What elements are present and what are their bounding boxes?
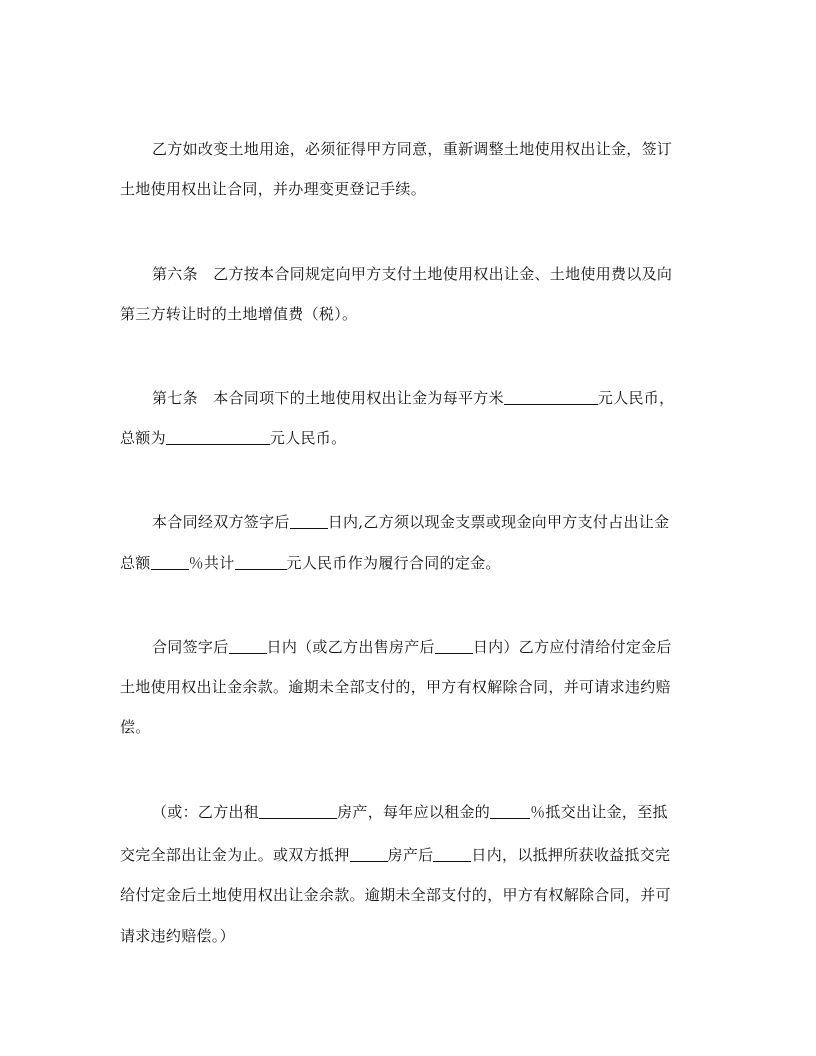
deposit-amount-blank[interactable] [235, 554, 287, 570]
text-segment: ％共计 [188, 554, 235, 572]
text-segment: 日内,乙方须以现金支票或现金向甲方支付占出让金 [327, 513, 670, 531]
paragraph-line [120, 637, 672, 657]
paragraph-line [120, 512, 669, 532]
paragraph-line: 乙方如改变土地用途，必须征得甲方同意，重新调整土地使用权出让金，签订 [152, 140, 673, 158]
text-segment: 合同签字后 [152, 638, 229, 656]
paragraph-line: 第三方转让时的土地增值费（税）。 [120, 305, 358, 323]
deposit-percent-blank[interactable] [151, 554, 189, 570]
text-segment: 总额为 [120, 429, 166, 447]
paragraph-line [120, 553, 501, 573]
mortgage-days-blank[interactable] [433, 846, 471, 862]
paragraph-line [120, 845, 670, 865]
paragraph-line: 第六条 乙方按本合同规定向甲方支付土地使用权出让金、土地使用费以及向 [152, 265, 673, 283]
text-segment: 日内（或乙方出售房产后 [266, 638, 435, 656]
text-segment: 日内，以抵押所获收益抵交完 [471, 846, 671, 864]
text-segment: 元人民币， [597, 389, 675, 407]
paragraph-line [120, 802, 668, 822]
lease-property-blank[interactable] [259, 803, 337, 819]
rent-percent-blank[interactable] [490, 803, 530, 819]
text-segment: 元人民币作为履行合同的定金。 [286, 554, 501, 572]
text-segment: 本合同经双方签字后 [152, 513, 290, 531]
text-segment: ％抵交出让金，至抵 [530, 803, 668, 821]
text-segment: 日内）乙方应付清给付定金后 [472, 638, 672, 656]
paragraph-line: 给付定金后土地使用权出让金余款。逾期未全部支付的，甲方有权解除合同，并可 [120, 886, 671, 904]
paragraph-line [120, 428, 346, 448]
text-segment: （或：乙方出租 [152, 803, 260, 821]
total-amount-blank[interactable] [166, 429, 270, 445]
mortgage-property-blank[interactable] [350, 846, 388, 862]
text-segment: 交完全部出让金为止。或双方抵押 [120, 846, 350, 864]
paragraph-line [120, 388, 674, 408]
paragraph-line: 偿。 [120, 718, 151, 736]
text-segment: 总额 [120, 554, 151, 572]
sale-days-blank[interactable] [435, 638, 473, 654]
text-segment: 房产，每年应以租金的 [337, 803, 491, 821]
text-segment: 第七条 本合同项下的土地使用权出让金为每平方米 [152, 389, 504, 407]
paragraph-line: 请求违约赔偿。） [120, 927, 235, 945]
text-segment: 房产后 [387, 846, 434, 864]
signing-days-blank[interactable] [229, 638, 267, 654]
paragraph-line: 土地使用权出让合同，并办理变更登记手续。 [120, 180, 427, 198]
deposit-days-blank[interactable] [290, 513, 328, 529]
paragraph-line: 土地使用权出让金余款。逾期未全部支付的，甲方有权解除合同，并可请求违约赔 [120, 678, 671, 696]
text-segment: 元人民币。 [269, 429, 347, 447]
price-per-sqm-blank[interactable] [504, 389, 598, 405]
